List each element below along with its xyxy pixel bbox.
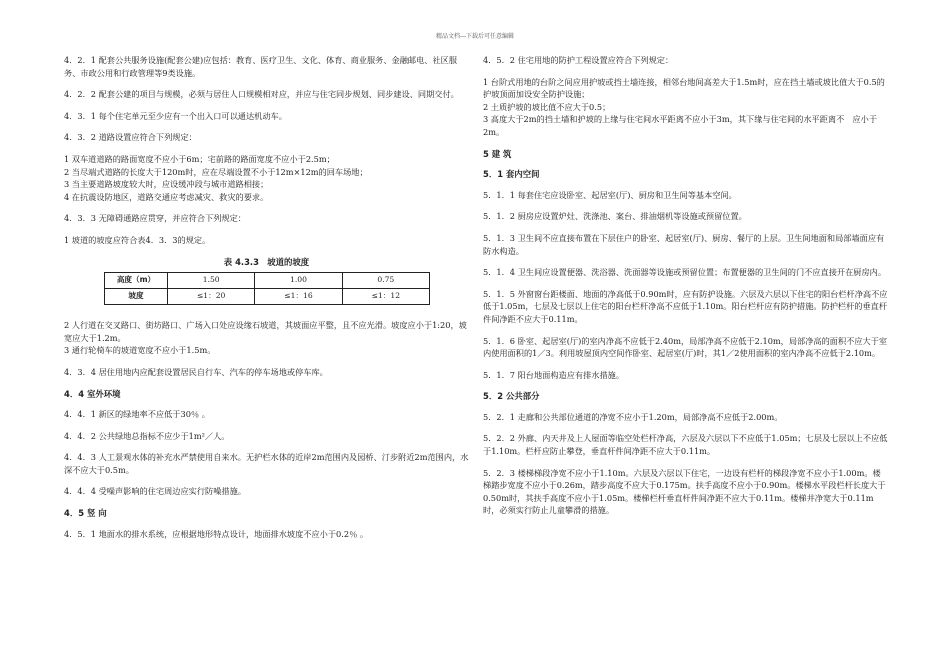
clause-5-1-6: 5．1．6 卧室、起居室(厅)的室内净高不应低于2.40m，局部净高不应低于2.10m，局部净高的面积不应大于室内使用面积的1／3。利用坡屋顶内空间作卧室、起居室(厅)时，其1／2使用面积的室内净高不应低于2.10m。	[483, 335, 888, 359]
clause-4-3-2: 4．3．2 道路设置应符合下列规定：	[64, 132, 197, 143]
clause-4-2-2: 4．2．2 配套公建的项目与规模，必须与居住人口规模相对应，并应与住宅同步规划、同步建设、同期交付。	[64, 89, 459, 100]
clause-4-3-3-item-3: 3 通行轮椅车的坡道宽度不应小于1.5m。	[64, 345, 216, 356]
clause-4-4-1: 4．4．1 新区的绿地率不应低于30％ 。	[64, 409, 210, 420]
clause-5-1-5: 5．1．5 外窗窗台距楼面、地面的净高低于0.90m时，应有防护设施。六层及六层以下住宅的阳台栏杆净高不应低于1.05m，七层及七层以上住宅的阳台栏杆净高不应低于1.10m。阳台栏杆应有防护措施。防护栏杆的垂直杆件间净距不应大于0.11m。	[483, 288, 888, 324]
table-cell: 0.75	[342, 273, 429, 289]
clause-5-1-3: 5．1．3 卫生间不应直接布置在下层住户的卧室、起居室(厅)、厨房、餐厅的上层。卫生间地面和局部墙面应有防水构造。	[483, 232, 885, 256]
table-cell: ≤1：16	[255, 289, 342, 305]
clause-4-5-1: 4．5．1 地面水的排水系统，应根据地形特点设计，地面排水坡度不应小于0.2％ 。	[64, 528, 369, 539]
section-heading-5-2: 5．2 公共部分	[483, 391, 540, 402]
clause-5-1-4: 5．1．4 卫生间应设置便器、洗浴器、洗面器等设施或预留位置；布置便器的卫生间的门不应直接开在厨房内。	[483, 267, 887, 278]
section-heading-4-5: 4．5 竖 向	[64, 508, 107, 519]
table-header-height: 高度（m）	[105, 273, 168, 289]
clause-4-4-3: 4．4．3 人工景观水体的补充水严禁使用自来水。无护栏水体的近岸2m范围内及园桥、汀步附近2m范围内，水深不应大于0.5m。	[64, 452, 469, 475]
list-item: 3 高度大于2m的挡土墙和护坡的上缘与住宅间水平距离不应小于3m，其下缘与住宅间的水平距离不 应小于2m。	[483, 114, 878, 137]
slope-table	[104, 272, 430, 305]
page-header: 精品文档---下载后可任意编辑	[435, 33, 515, 40]
clause-4-5-2: 4．5．2 住宅用地的防护工程设置应符合下列规定：	[483, 55, 674, 65]
table-row	[105, 273, 430, 289]
clause-4-4-4: 4．4．4 受噪声影响的住宅周边应实行防噪措施。	[64, 486, 246, 497]
clause-5-1-7: 5．1．7 阳台地面构造应有排水措施。	[483, 369, 625, 380]
clause-5-1-2: 5．1．2 厨房应设置炉灶、洗涤池、案台、排油烟机等设施或预留位置。	[483, 211, 747, 222]
section-heading-5-1: 5．1 套内空间	[483, 169, 540, 180]
table-cell: 1.50	[168, 273, 255, 289]
table-cell: ≤1：12	[342, 289, 429, 305]
clause-4-2-1: 4．2．1 配套公共服务设施(配套公建)应包括：教育、医疗卫生、文化、体育、商业服务、金融邮电、社区服务、市政公用和行政管理等9类设施。	[64, 55, 458, 78]
clause-5-2-2: 5．2．2 外廊、内天井及上人屋面等临空处栏杆净高，六层及六层以下不应低于1.05m；七层及七层以上不应低于1.10m。栏杆应防止攀登，垂直杆件间净距不应大于0.11m。	[483, 433, 888, 457]
list-item: 1 台阶式用地的台阶之间应用护坡或挡土墙连接，相邻台地间高差大于1.5m时，应在挡土墙或坡比值大于0.5的护坡顶面加设安全防护设施；	[483, 76, 885, 100]
right-column	[483, 54, 888, 526]
clause-4-3-3: 4．3．3 无障碍通路应贯穿，并应符合下列规定：	[64, 213, 246, 224]
table-cell: 1.00	[255, 273, 342, 289]
left-column	[64, 54, 469, 549]
list-item: 3 当主要道路坡度较大时，应设缓冲段与城市道路相接；	[64, 179, 269, 190]
chapter-heading-5: 5 建 筑	[483, 148, 512, 159]
list-item: 2 土质护坡的坡比值不应大于0.5；	[483, 101, 611, 112]
clause-5-2-1: 5．2．1 走廊和公共部位通道的净宽不应小于1.20m，局部净高不应低于2.00m。	[483, 411, 783, 422]
list-item: 2 当尽端式道路的长度大于120m时，应在尽端设置不小于12m×12m的回车场地；	[64, 166, 368, 177]
clause-5-2-3: 5．2．3 楼梯梯段净宽不应小于1.10m。六层及六层以下住宅，一边设有栏杆的梯段净宽不应小于1.00m。楼梯踏步宽度不应小于0.26m，踏步高度不应大于0.175m。扶手高度不应小于0.90m。楼梯水平段栏杆长度大于0.50m时，其扶手高度不应小于1.05m。楼梯栏杆垂直杆件间净距不应大于0.11m。楼梯井净宽大于0.11m时，必须实行防止儿童攀滑的措施。	[483, 467, 886, 516]
table-header-slope: 坡度	[105, 289, 168, 305]
clause-4-3-1: 4．3．1 每个住宅单元至少应有一个出入口可以通达机动车。	[64, 110, 287, 121]
clause-4-4-2: 4．4．2 公共绿地总指标不应少于1m²／人。	[64, 430, 230, 441]
clause-5-1-1: 5．1．1 每套住宅应设卧室、起居室(厅)、厨房和卫生间等基本空间。	[483, 189, 737, 200]
table-row	[105, 289, 430, 305]
list-item: 4 在抗震设防地区，道路交通应考虑减灾、救灾的要求。	[64, 191, 269, 202]
table-cell: ≤1：20	[168, 289, 255, 305]
list-item: 1 双车道道路的路面宽度不应小于6m；宅前路的路面宽度不应小于2.5m；	[64, 153, 335, 164]
table-caption: 表 4.3.3 坡道的坡度	[223, 256, 310, 267]
section-heading-4-4: 4．4 室外环境	[64, 388, 121, 399]
clause-4-3-4: 4．3．4 居住用地内应配套设置居民自行车、汽车的停车场地或停车库。	[64, 366, 328, 377]
clause-4-3-3-item-2: 2 人行道在交叉路口、街坊路口、广场入口处应设缘石坡道，其坡面应平整，且不应光滑。坡度应小于1:20，坡宽应大于1.2m。	[64, 320, 467, 343]
clause-4-3-3-item-1: 1 坡道的坡度应符合表4．3．3的规定。	[64, 234, 211, 245]
